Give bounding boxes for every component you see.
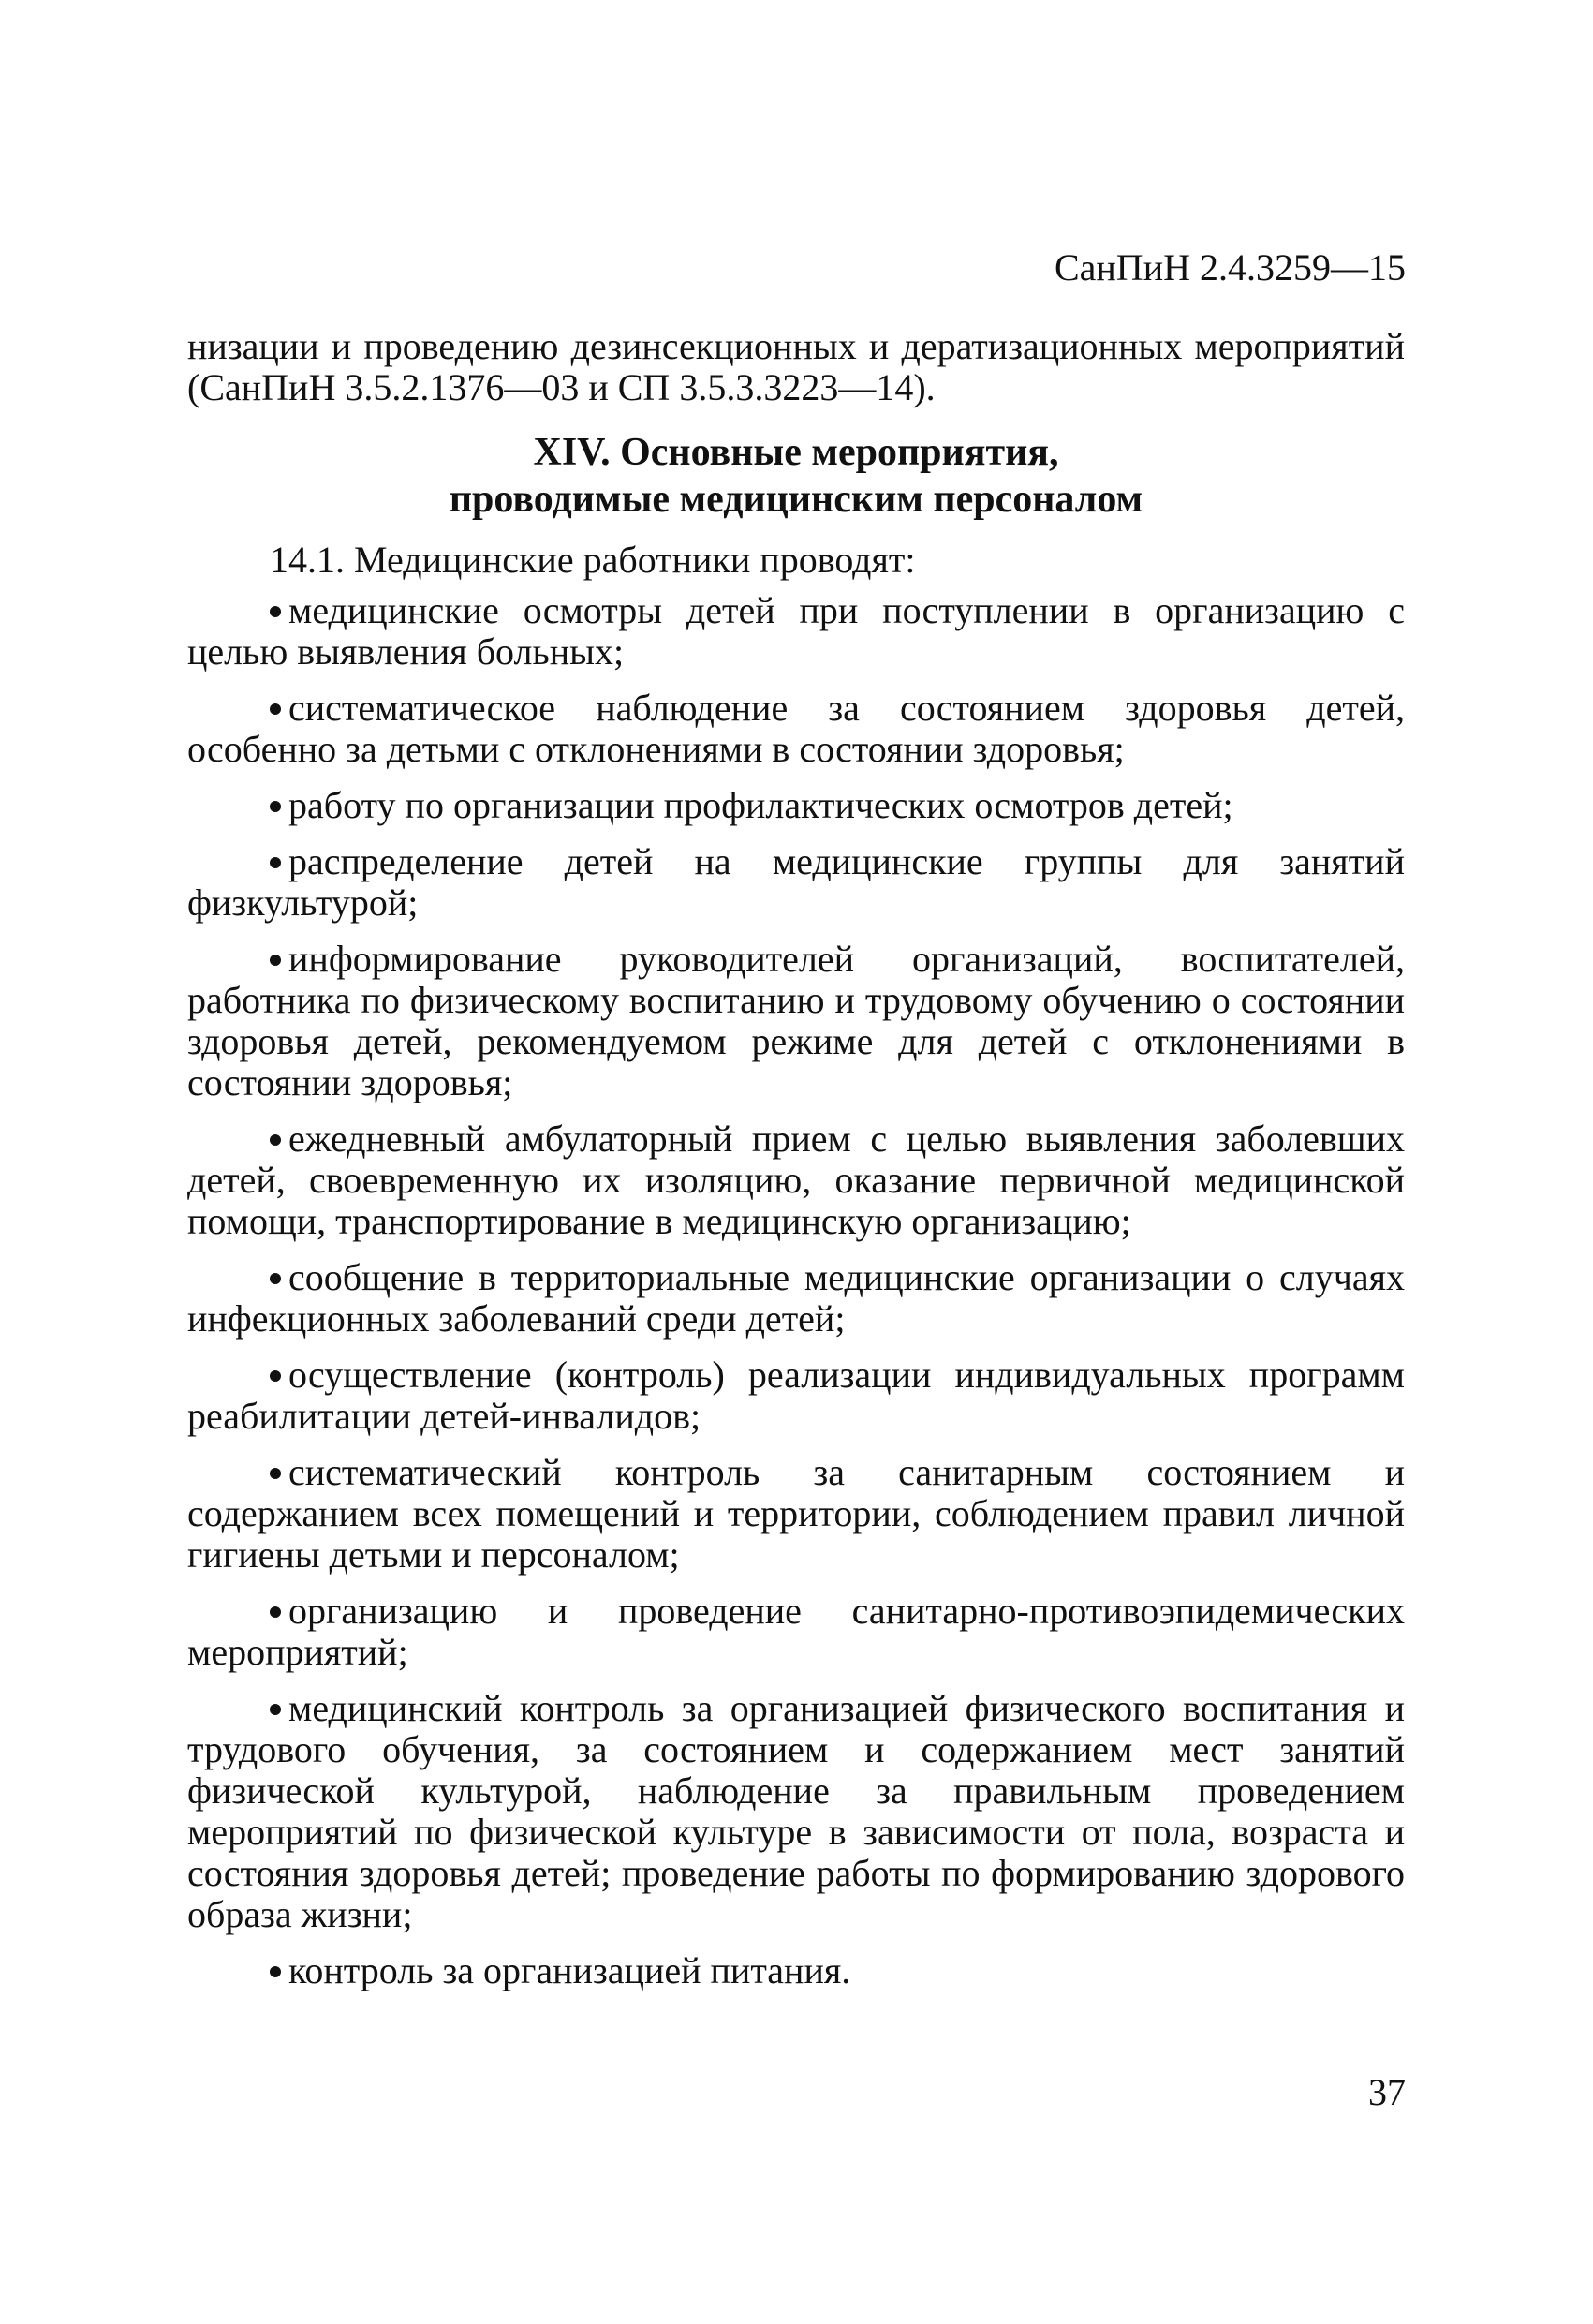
bullet-icon	[270, 1606, 281, 1618]
bullet-icon	[270, 703, 281, 715]
page-number: 37	[1368, 2071, 1406, 2113]
list-item-text: сообщение в территориальные медицинские организации о случаях инфекционных заболеваний среди детей;	[187, 1256, 1405, 1340]
bullet-icon	[270, 1370, 281, 1382]
list-item-text: контроль за организацией питания.	[288, 1949, 851, 1991]
list-item-text: систематический контроль за санитарным состоянием и содержанием всех помещений и территории, соблюдением правил личной гигиены детьми и персоналом;	[187, 1451, 1405, 1576]
document-code-header: СанПиН 2.4.3259—15	[1054, 246, 1406, 289]
list-item-text: распределение детей на медицинские группы для занятий физкультурой;	[187, 840, 1405, 924]
list-item-text: медицинские осмотры детей при поступлении в организацию с целью выявления больных;	[187, 589, 1405, 673]
list-item	[187, 1591, 1405, 1673]
list-item	[187, 688, 1405, 770]
section-title-line-1: XIV. Основные мероприятия,	[533, 431, 1059, 474]
bullet-icon	[270, 1704, 281, 1715]
duties-list	[187, 590, 1405, 1991]
page-content	[187, 326, 1405, 2006]
list-item	[187, 1257, 1405, 1340]
list-item-text: систематическое наблюдение за состоянием здоровья детей, особенно за детьми с отклонениями в состоянии здоровья;	[187, 687, 1405, 770]
list-item	[187, 785, 1405, 826]
list-item	[187, 841, 1405, 924]
list-item	[187, 939, 1405, 1103]
bullet-icon	[270, 1273, 281, 1284]
list-item-text: организацию и проведение санитарно-противоэпидемических мероприятий;	[187, 1590, 1405, 1673]
section-title-line-2: проводимые медицинским персоналом	[449, 478, 1143, 521]
bullet-icon	[270, 606, 281, 617]
list-item-text: информирование руководителей организаций, воспитателей, работника по физическому воспитанию и трудовому обучению о состоянии здоровья детей, рекомендуемом режиме для детей с отклонениями в состоянии здоровья;	[187, 938, 1405, 1103]
bullet-icon	[270, 1134, 281, 1146]
bullet-icon	[270, 1468, 281, 1479]
section-title	[187, 429, 1405, 523]
bullet-icon	[270, 801, 281, 812]
list-item	[187, 1950, 1405, 1991]
clause-lead: 14.1. Медицинские работники проводят:	[270, 539, 916, 581]
bullet-icon	[270, 1966, 281, 1977]
continuation-paragraph: низации и проведению дезинсекционных и дератизационных мероприятий (СанПиН 3.5.2.1376—03 и СП 3.5.3.3223—14).	[187, 325, 1405, 408]
list-item	[187, 1452, 1405, 1576]
list-item	[187, 1118, 1405, 1242]
list-item-text: ежедневный амбулаторный прием с целью выявления заболевших детей, своевременную их изоляцию, оказание первичной медицинской помощи, транспортирование в медицинскую организацию;	[187, 1118, 1405, 1242]
list-item	[187, 590, 1405, 673]
list-item	[187, 1688, 1405, 1935]
list-item-text: медицинский контроль за организацией физического воспитания и трудового обучения, за состоянием и содержанием мест занятий физической культурой, наблюдение за правильным проведением мероприятий по физической культуре в зависимости от пола, возраста и состояния здоровья детей; проведение работы по формированию здорового образа жизни;	[187, 1687, 1405, 1935]
bullet-icon	[270, 955, 281, 966]
list-item-text: осуществление (контроль) реализации индивидуальных программ реабилитации детей-инвалидов;	[187, 1354, 1405, 1437]
list-item	[187, 1354, 1405, 1437]
list-item-text: работу по организации профилактических осмотров детей;	[288, 784, 1233, 826]
bullet-icon	[270, 857, 281, 868]
